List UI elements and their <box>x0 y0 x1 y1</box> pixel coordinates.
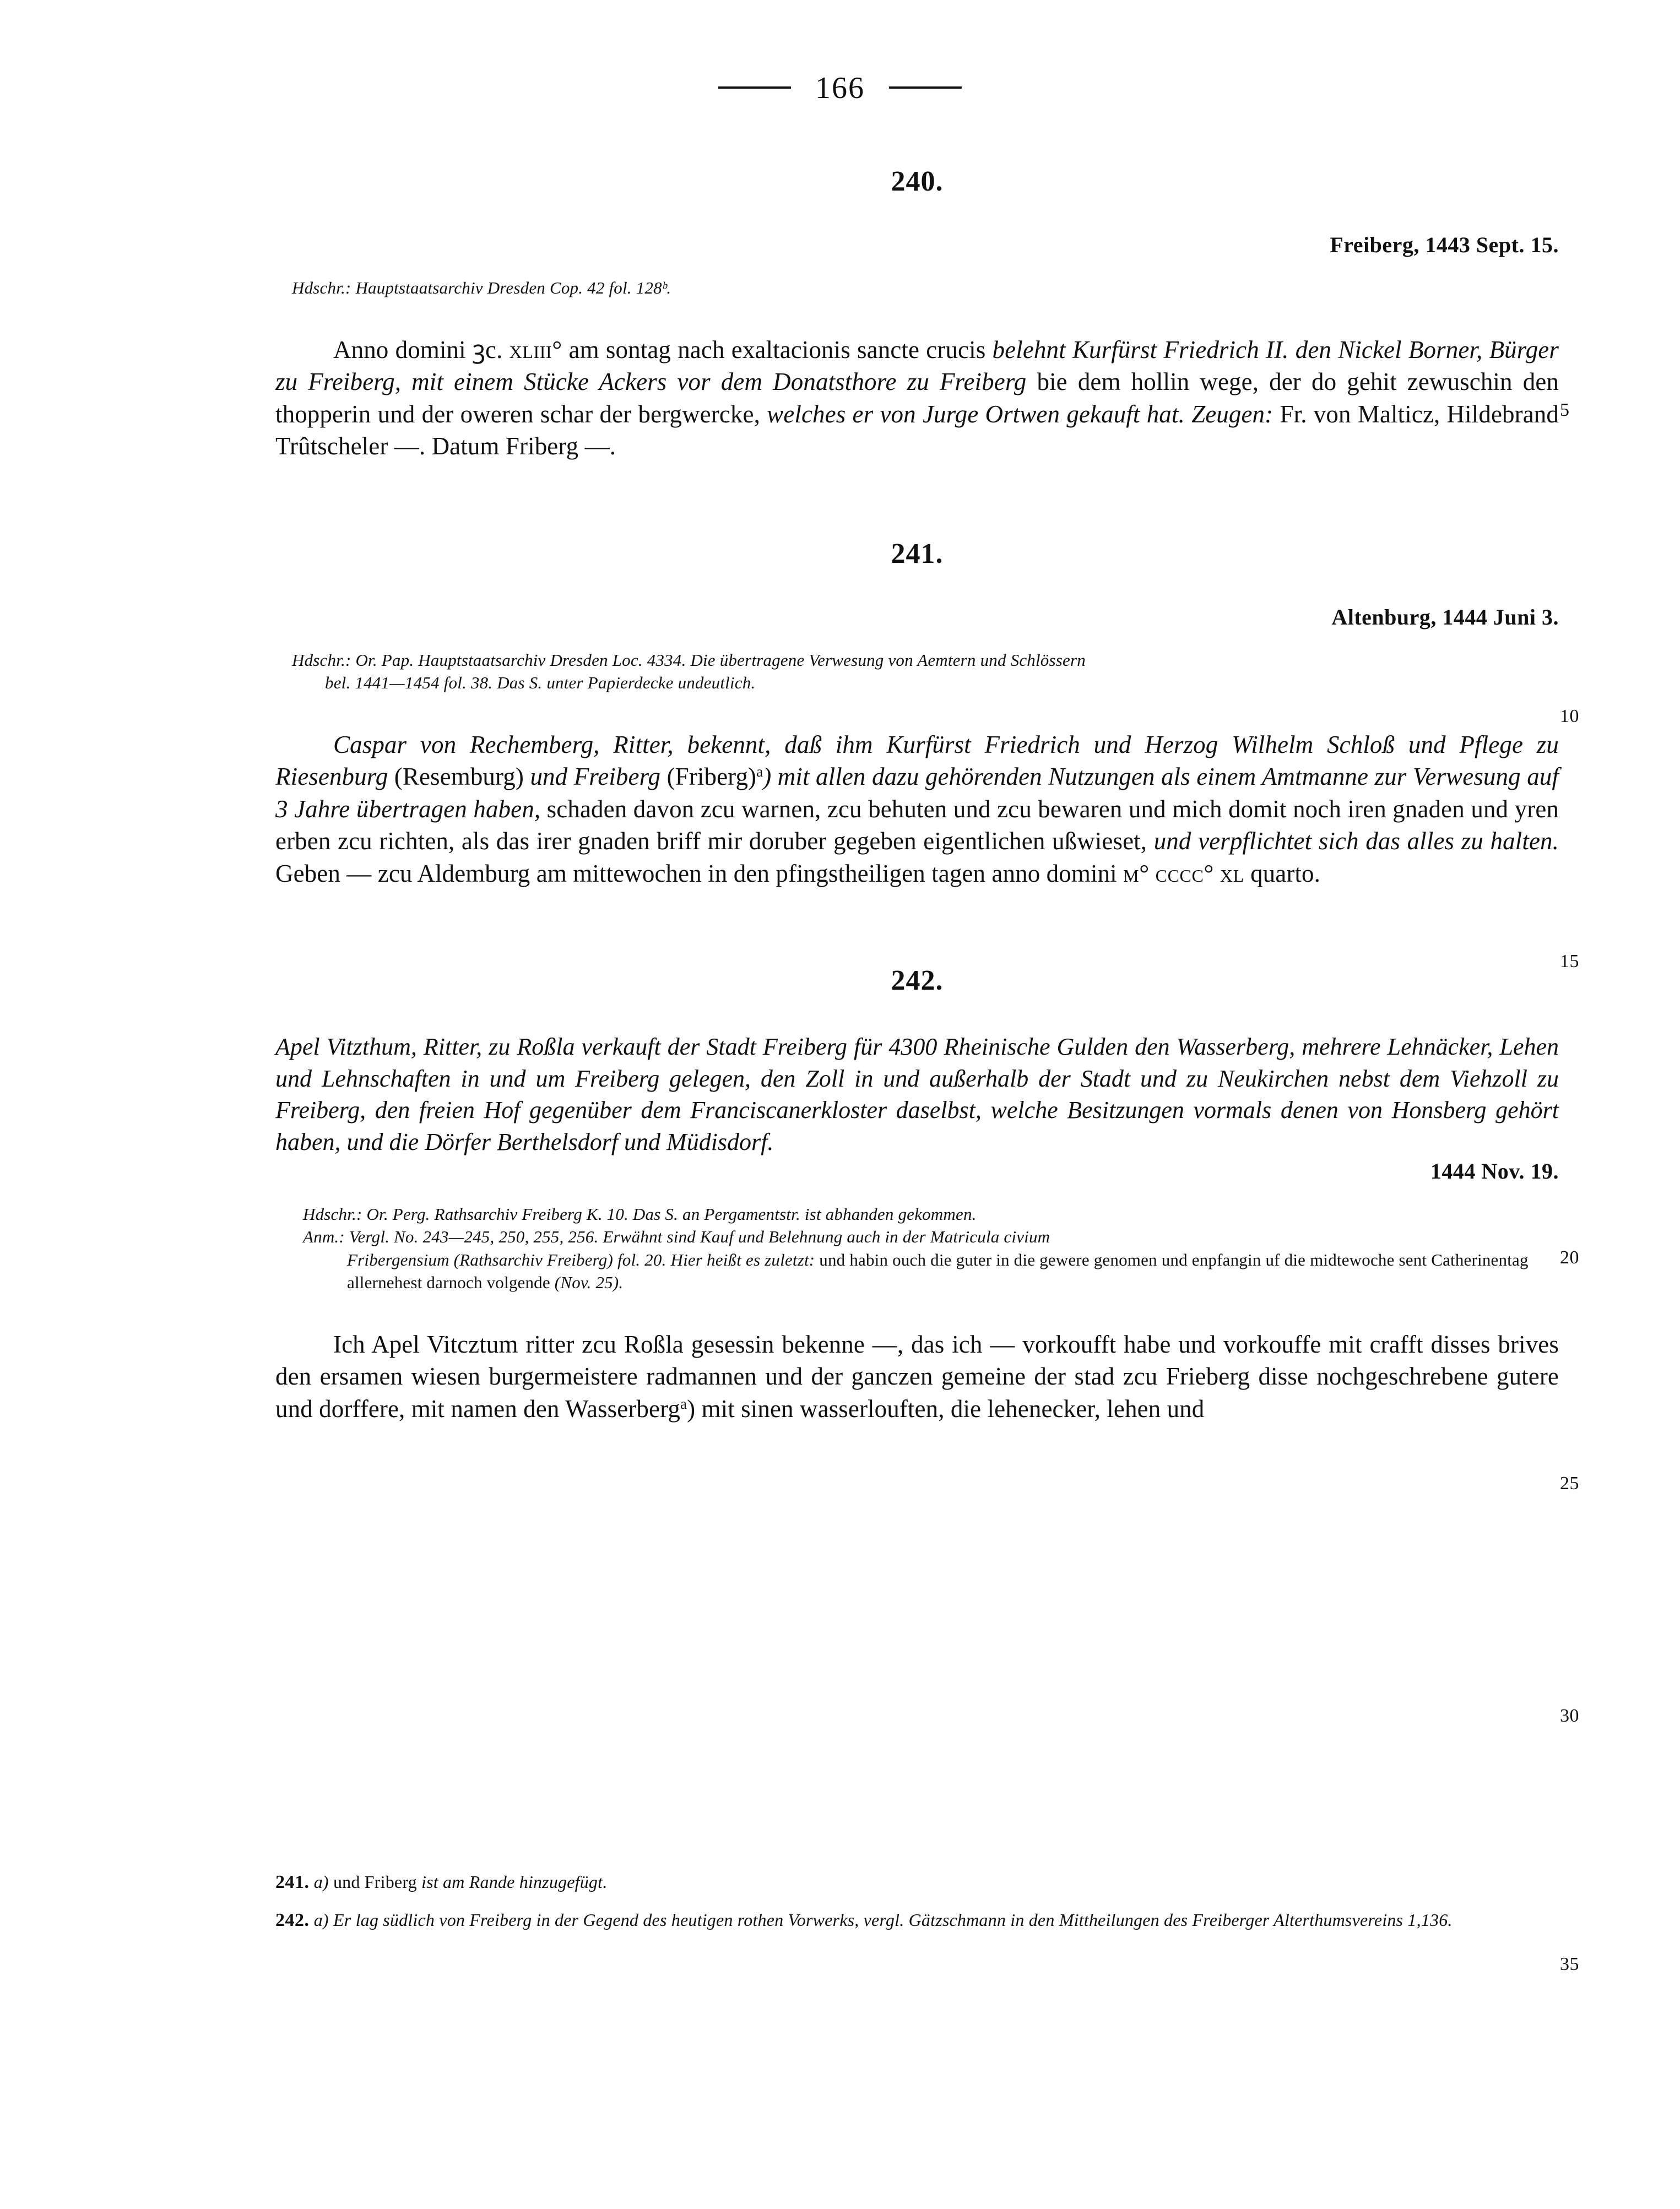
seg-italic-2: und Freiberg <box>530 763 667 791</box>
body-text-240 <box>275 334 1559 463</box>
document-number-241: 241. <box>891 538 944 569</box>
seg-roman-quarto: quarto. <box>1244 859 1320 887</box>
dateline-242: 1444 Nov. 19. <box>1430 1158 1559 1184</box>
footnote-text-241: ist am Rande hinzugefügt. <box>421 1872 608 1892</box>
seg-roman-deg2: ° <box>1204 859 1220 887</box>
source-note-242 <box>275 1203 1559 1294</box>
source-note-240: Hdschr.: Hauptstaatsarchiv Dresden Cop. 42 fol. 128ᵇ. <box>292 278 671 297</box>
source-note-242-line3a: Fribergensium (Rathsarchiv Freiberg) fol. 20. Hier heißt es zuletzt: <box>347 1250 820 1269</box>
running-head <box>0 70 1680 106</box>
line-number-15: 15 <box>1560 951 1579 971</box>
footnote-marker-a-242: a <box>680 1395 687 1412</box>
seg-roman-6: Geben — zcu Aldemburg am mittewochen in den pfingstheiligen tagen anno domini <box>275 859 1124 887</box>
seg-roman-242-2: ) mit sinen wasserlouften, die lehenecker, lehen und <box>687 1394 1205 1423</box>
seg-smallcaps-xl: xl <box>1220 859 1244 887</box>
seg-roman-3: bie dem hollin wege, der do gehit zewuschin den thopperin und der oweren schar der bergwercke, <box>275 368 1559 428</box>
seg-roman-2: ° am sontag nach exaltacionis sancte crucis <box>552 335 993 363</box>
source-note-242-line1: Hdschr.: Or. Perg. Rathsarchiv Freiberg K. 10. Das S. an Pergamentstr. ist abhanden gekommen. <box>303 1204 977 1224</box>
seg-italic-1: Caspar von Rechemberg, Ritter, bekennt, daß ihm Kurfürst Friedrich und Herzog Wilhelm Schloß und Pflege zu Riesenburg <box>275 730 1559 791</box>
head-rule-right <box>889 86 962 89</box>
line-number-20: 20 <box>1560 1247 1579 1268</box>
seg-smallcaps-m: m <box>1123 859 1140 887</box>
seg-roman-242-1: Ich Apel Vitcztum ritter zcu Roßla gesessin bekenne —, das ich — vorkoufft habe und vorkouffe mit crafft disses brives den ersamen wiesen burgermeistere radmannen und der ganczen gemeine der stad zcu Frieberg disse nochgeschrebene gutere und dorffere, mit namen den Wasserberg <box>275 1330 1559 1423</box>
footnote-marker-a-241: a <box>756 763 763 780</box>
source-note-241-line2: bel. 1441—1454 fol. 38. Das S. unter Papierdecke undeutlich. <box>325 673 756 693</box>
dateline-241: Altenburg, 1444 Juni 3. <box>1331 604 1559 629</box>
source-note-241-line1: Hdschr.: Or. Pap. Hauptstaatsarchiv Dresden Loc. 4334. Die übertragene Verwesung von Aemtern und Schlössern <box>292 650 1086 670</box>
footnote-doc-ref-241: 241. <box>275 1872 310 1892</box>
seg-roman-resemburg: (Resemburg) <box>394 763 530 791</box>
footnote-block <box>275 1870 1559 1946</box>
document-242 <box>275 964 1559 1425</box>
source-note-242-line3 <box>303 1249 1559 1294</box>
footnote-242-a <box>275 1908 1559 1934</box>
seg-italic-3: ) mit allen dazu gehörenden Nutzungen als einem Amtmanne zur Verwesung auf 3 Jahre übertragen haben, <box>275 763 1559 823</box>
footnote-marker-241: a) <box>313 1872 329 1892</box>
body-text-241 <box>275 729 1559 890</box>
source-note-242-quote: und habin ouch die guter in die gewere genomen und enpfangin uf die midtewoche sent Catherinentag allernehest darnoch volgende <box>347 1250 1529 1293</box>
dateline-240: Freiberg, 1443 Sept. 15. <box>1330 232 1559 257</box>
head-rule-left <box>718 86 791 89</box>
footnote-241-a <box>275 1870 1559 1896</box>
footnote-marker-242: a) <box>313 1909 329 1930</box>
seg-smallcaps-xliii: xliii <box>509 335 552 363</box>
document-number-242: 242. <box>891 965 944 997</box>
seg-roman-friberg: (Friberg) <box>666 763 757 791</box>
seg-italic-4: und verpflichtet sich das alles zu halten. <box>1153 827 1559 855</box>
seg-roman-4: Fr. von Malticz, Hildebrand Trûtscheler —. Datum Friberg —. <box>275 400 1559 460</box>
text-column <box>275 165 1559 1425</box>
line-number-10: 10 <box>1560 706 1579 726</box>
footnote-doc-ref-242: 242. <box>275 1909 310 1930</box>
body-text-242 <box>275 1328 1559 1425</box>
seg-roman-5: schaden davon zcu warnen, zcu behuten und zcu bewaren und mich domit noch iren gnaden und yren erben zcu richten, als das irer gnaden briff mir doruber gegeben eigentlichen ußwieset, <box>275 795 1559 855</box>
seg-roman-1: Anno domini ꝫс. <box>333 335 510 363</box>
seg-italic-regest-1: belehnt Kurfürst Friedrich II. den Nickel Borner, Bürger zu Freiberg, mit einem Stücke Ackers vor dem Donatsthore zu Freiberg <box>275 335 1559 396</box>
footnote-text-242: Er lag südlich von Freiberg in der Gegend des heutigen rothen Vorwerks, vergl. Gätzschmann in den Mittheilungen des Freiberger Alterthumsvereins 1,136. <box>333 1909 1453 1930</box>
seg-italic-regest-2: welches er von Jurge Ortwen gekauft hat. Zeugen: <box>767 400 1280 428</box>
source-note-242-line2: Anm.: Vergl. No. 243—245, 250, 255, 256. Erwähnt sind Kauf und Belehnung auch in der Matricula civium <box>303 1227 1050 1247</box>
seg-smallcaps-cccc: cccc <box>1155 859 1204 887</box>
document-241 <box>275 538 1559 890</box>
regest-242-text: Apel Vitzthum, Ritter, zu Roßla verkauft der Stadt Freiberg für 4300 Rheinische Gulden den Wasserberg, mehrere Lehnäcker, Lehen und Lehnschaften in und um Freiberg gelegen, den Zoll in und außerhalb der Stadt und zu Neukirchen nebst dem Viehzoll zu Freiberg, den freien Hof gegenüber dem Franciscanerkloster daselbst, welche Besitzungen vormals denen von Honsberg gehört haben, und die Dörfer Berthelsdorf und Müdisdorf. <box>275 1033 1559 1155</box>
document-240 <box>275 165 1559 463</box>
line-number-5: 5 <box>1560 400 1570 420</box>
seg-roman-deg1: ° <box>1139 859 1156 887</box>
document-number-240: 240. <box>891 166 944 197</box>
regest-242 <box>275 1031 1559 1158</box>
page-number: 166 <box>815 71 865 105</box>
source-note-242-line3c: (Nov. 25). <box>554 1273 624 1293</box>
footnote-quote-241: und Friberg <box>333 1872 421 1892</box>
line-number-35: 35 <box>1560 1954 1579 1974</box>
line-number-25: 25 <box>1560 1473 1579 1494</box>
source-note-241 <box>275 649 1559 694</box>
line-number-30: 30 <box>1560 1706 1579 1726</box>
